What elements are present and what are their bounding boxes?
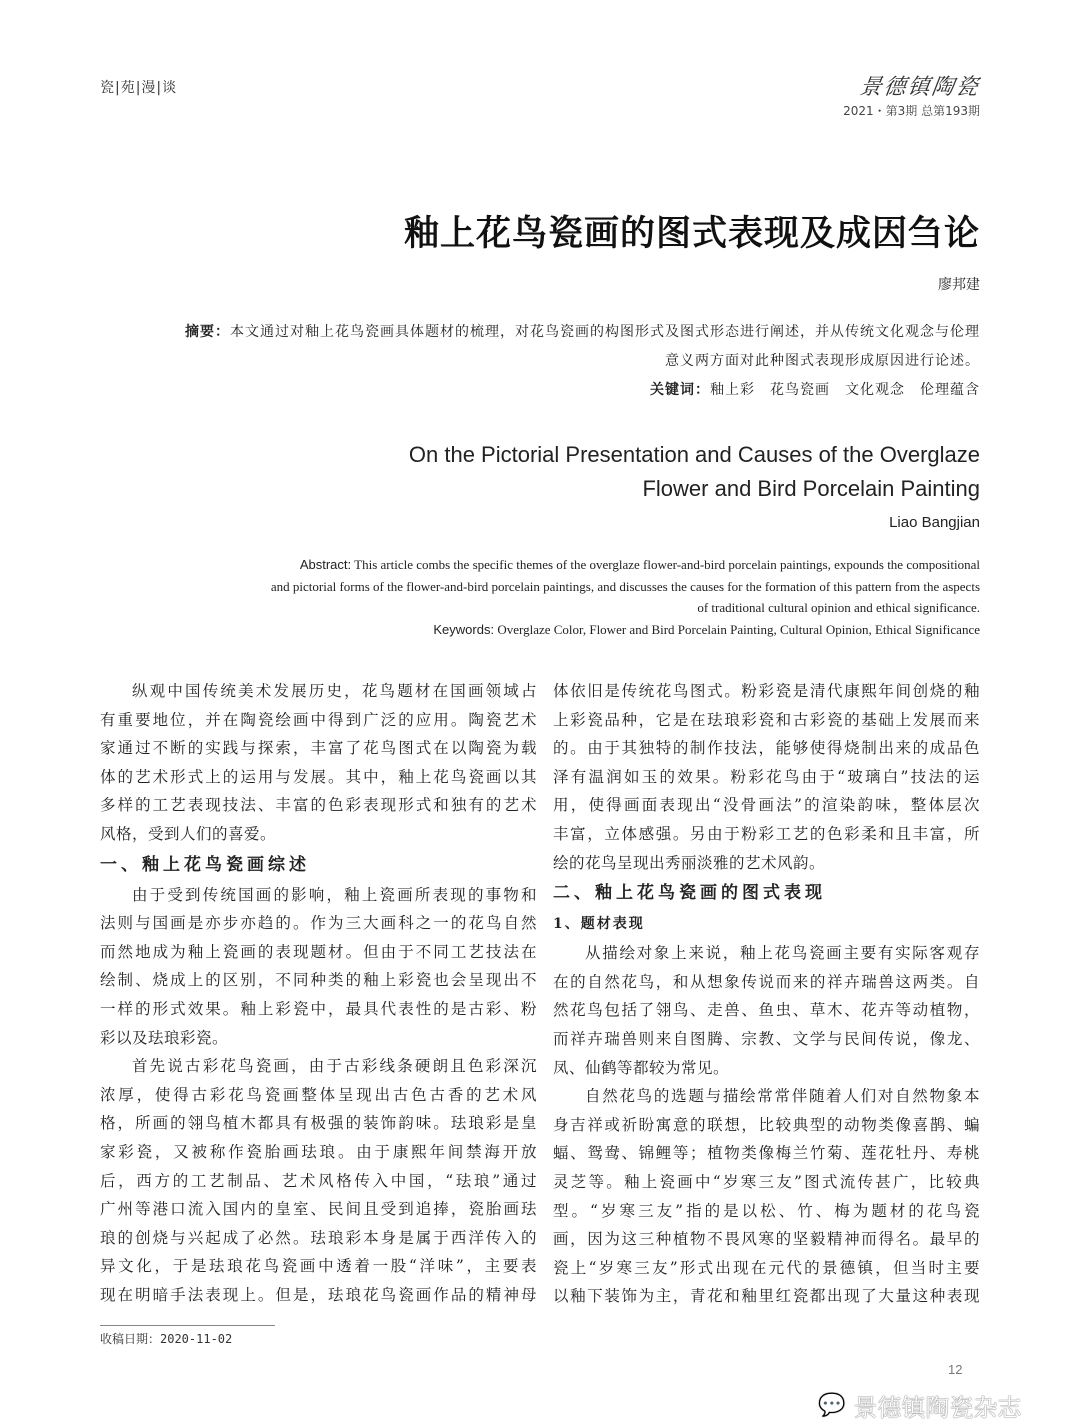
text-line: 灵芝等。釉上瓷画中“岁寒三友”图式流传甚广，比较典 (553, 1172, 980, 1191)
text-line: 体依旧是传统花鸟图式。粉彩瓷是清代康熙年间创烧的釉 (553, 682, 980, 700)
paragraph (100, 881, 537, 1053)
text-line: 广州等港口流入国内的皇室、民间且受到追捧，瓷胎画珐 (100, 1200, 537, 1219)
watermark (818, 1388, 1021, 1423)
text-line: 凤、仙鹤等都较为常见。 (553, 1058, 730, 1077)
text-line: 法则与国画是亦步亦趋的。作为三大画科之一的花鸟自然 (100, 914, 537, 933)
text-line: 异文化，于是珐琅花鸟瓷画中透着一股“洋味”，主要表 (100, 1257, 537, 1276)
text-line: 纵观中国传统美术发展历史，花鸟题材在国画领域占 (132, 682, 537, 700)
paragraph (100, 677, 537, 849)
paragraph (553, 1082, 980, 1311)
keywords-en-label: Keywords: (433, 621, 495, 637)
text-line: 浓厚，使得古彩花鸟瓷画整体呈现出古色古香的艺术风 (100, 1085, 537, 1104)
text-line: 蝠、鸳鸯、锦鲤等；植物类像梅兰竹菊、莲花牡丹、寿桃 (553, 1144, 980, 1163)
text-line: 彩以及珐琅彩瓷。 (100, 1028, 229, 1047)
text-line: 型。“岁寒三友”指的是以松、竹、梅为题材的花鸟瓷 (553, 1201, 980, 1220)
footnote-rule (100, 1325, 275, 1326)
wechat-icon: 💬 (818, 1393, 846, 1418)
author: 廖邦建 (938, 277, 980, 293)
text-line: 的。由于其独特的制作技法，能够使得烧制出来的成品色 (553, 739, 980, 758)
text-line: 家通过不断的实践与探索，丰富了花鸟图式在以陶瓷为载 (100, 739, 537, 758)
text-line: 而祥卉瑞兽则来自图腾、宗教、文学与民间传说，像龙、 (553, 1029, 980, 1048)
paragraph (553, 939, 980, 1082)
text-line: 一样的形式效果。釉上彩瓷中，最具代表性的是古彩、粉 (100, 999, 537, 1018)
abstract-label: 摘要： (185, 324, 230, 340)
text-line: 以釉下装饰为主，青花和釉里红瓷都出现了大量这种表现 (553, 1287, 980, 1306)
body-left-column (100, 677, 537, 1309)
abstract-en-label: Abstract: (299, 557, 352, 572)
section-heading: 一、釉上花鸟瓷画综述 (100, 854, 310, 875)
text-line: 丰富，立体感强。另由于粉彩工艺的色彩柔和且丰富，所 (553, 824, 980, 843)
text-line: 画，因为这三种植物不畏风寒的坚毅精神而得名。最早的 (553, 1230, 980, 1249)
text-line: 瓷上“岁寒三友”形式出现在元代的景德镇，但当时主要 (553, 1258, 980, 1277)
english-title (409, 438, 980, 506)
text-line: 泽有温润如玉的效果。粉彩花鸟由于“玻璃白”技法的运 (553, 767, 980, 786)
text-line: 体的艺术形式上的运用与发展。其中，釉上花鸟瓷画以其 (100, 767, 537, 786)
section-tag: 瓷|苑|漫|谈 (100, 80, 178, 96)
text-line: 绘的花鸟呈现出秀丽淡雅的艺术风韵。 (553, 853, 826, 872)
text-line: 多样的工艺表现技法、丰富的色彩表现形式和独有的艺术 (100, 796, 537, 815)
english-author: Liao Bangjian (889, 514, 980, 531)
text-line: 而然地成为釉上瓷画的表现题材。但由于不同工艺技法在 (100, 942, 537, 961)
text-line: 后，西方的工艺制品、艺术风格传入中国，“珐琅”通过 (100, 1171, 537, 1190)
paragraph (553, 677, 980, 877)
keywords-value: 釉上彩 花鸟瓷画 文化观念 伦理蕴含 (710, 382, 980, 398)
abstract-en-line: This article combs the specific themes of the overglaze flower-and-bird porcelain paintings, expounds the compositional (351, 557, 980, 572)
keywords-en-value: Overglaze Color, Flower and Bird Porcelain Painting, Cultural Opinion, Ethical Significance (494, 621, 980, 637)
journal-logo: 景德镇陶瓷 (857, 75, 982, 100)
keywords-label: 关键词： (650, 382, 710, 398)
watermark-text: 景德镇陶瓷杂志 (853, 1394, 1022, 1422)
subsection-heading: 1、题材表现 (553, 916, 645, 933)
text-line: 有重要地位，并在陶瓷绘画中得到广泛的应用。陶瓷艺术 (100, 710, 537, 729)
text-line: 家彩瓷，又被称作瓷胎画珐琅。由于康熙年间禁海开放 (100, 1142, 537, 1161)
issue-info: 2021・第3期 总第193期 (843, 104, 980, 118)
abstract-en-line: and pictorial forms of the flower-and-bird porcelain paintings, and discusses the causes for the formation of this pattern from the aspects (270, 578, 980, 594)
text-line: 在的自然花鸟，和从想象传说而来的祥卉瑞兽这两类。自 (553, 972, 980, 991)
text-line: 由于受到传统国画的影响，釉上瓷画所表现的事物和 (132, 885, 537, 904)
text-line: 绘制、烧成上的区别，不同种类的釉上彩瓷也会呈现出不 (100, 971, 537, 990)
body-right-column (553, 677, 980, 1311)
article-title: 釉上花鸟瓷画的图式表现及成因刍论 (403, 213, 980, 254)
text-line: 风格，受到人们的喜爱。 (100, 824, 277, 843)
text-line: 琅的创烧与兴起成了必然。珐琅彩本身是属于西洋传入的 (100, 1228, 537, 1247)
text-line: 然花鸟包括了翎鸟、走兽、鱼虫、草木、花卉等动植物， (553, 1001, 980, 1020)
received-date: 收稿日期：2020-11-02 (100, 1332, 233, 1346)
text-line: 身吉祥或祈盼寓意的联想，比较典型的动物类像喜鹊、蝙 (553, 1115, 980, 1134)
text-line: 格，所画的翎鸟植木都具有极强的装饰韵味。珐琅彩是皇 (100, 1114, 537, 1133)
text-line: 从描绘对象上来说，釉上花鸟瓷画主要有实际客观存 (585, 944, 980, 963)
page-number: 12 (948, 1362, 963, 1377)
abstract-en (100, 554, 980, 640)
text-line: 自然花鸟的选题与描绘常常伴随着人们对自然物象本 (585, 1087, 980, 1106)
abstract-line: 意义两方面对此种图式表现形成原因进行论述。 (665, 353, 980, 369)
text-line: 现在明暗手法表现上。但是，珐琅花鸟瓷画作品的精神母 (100, 1285, 537, 1304)
abstract-cn (100, 318, 980, 405)
english-title-line: Flower and Bird Porcelain Painting (642, 476, 980, 501)
paragraph (100, 1052, 537, 1309)
text-line: 用，使得画面表现出“没骨画法”的渲染韵味，整体层次 (553, 796, 980, 815)
text-line: 首先说古彩花鸟瓷画，由于古彩线条硬朗且色彩深沉 (132, 1057, 537, 1076)
abstract-line: 本文通过对釉上花鸟瓷画具体题材的梳理，对花鸟瓷画的构图形式及图式形态进行阐述，并从传统文化观念与伦理 (230, 324, 980, 340)
abstract-en-line: of traditional cultural opinion and ethical significance. (697, 600, 980, 615)
text-line: 上彩瓷品种，它是在珐琅彩瓷和古彩瓷的基础上发展而来 (553, 710, 980, 729)
english-title-line: On the Pictorial Presentation and Causes of the Overglaze (408, 442, 980, 467)
section-heading: 二、釉上花鸟瓷画的图式表现 (553, 883, 826, 904)
